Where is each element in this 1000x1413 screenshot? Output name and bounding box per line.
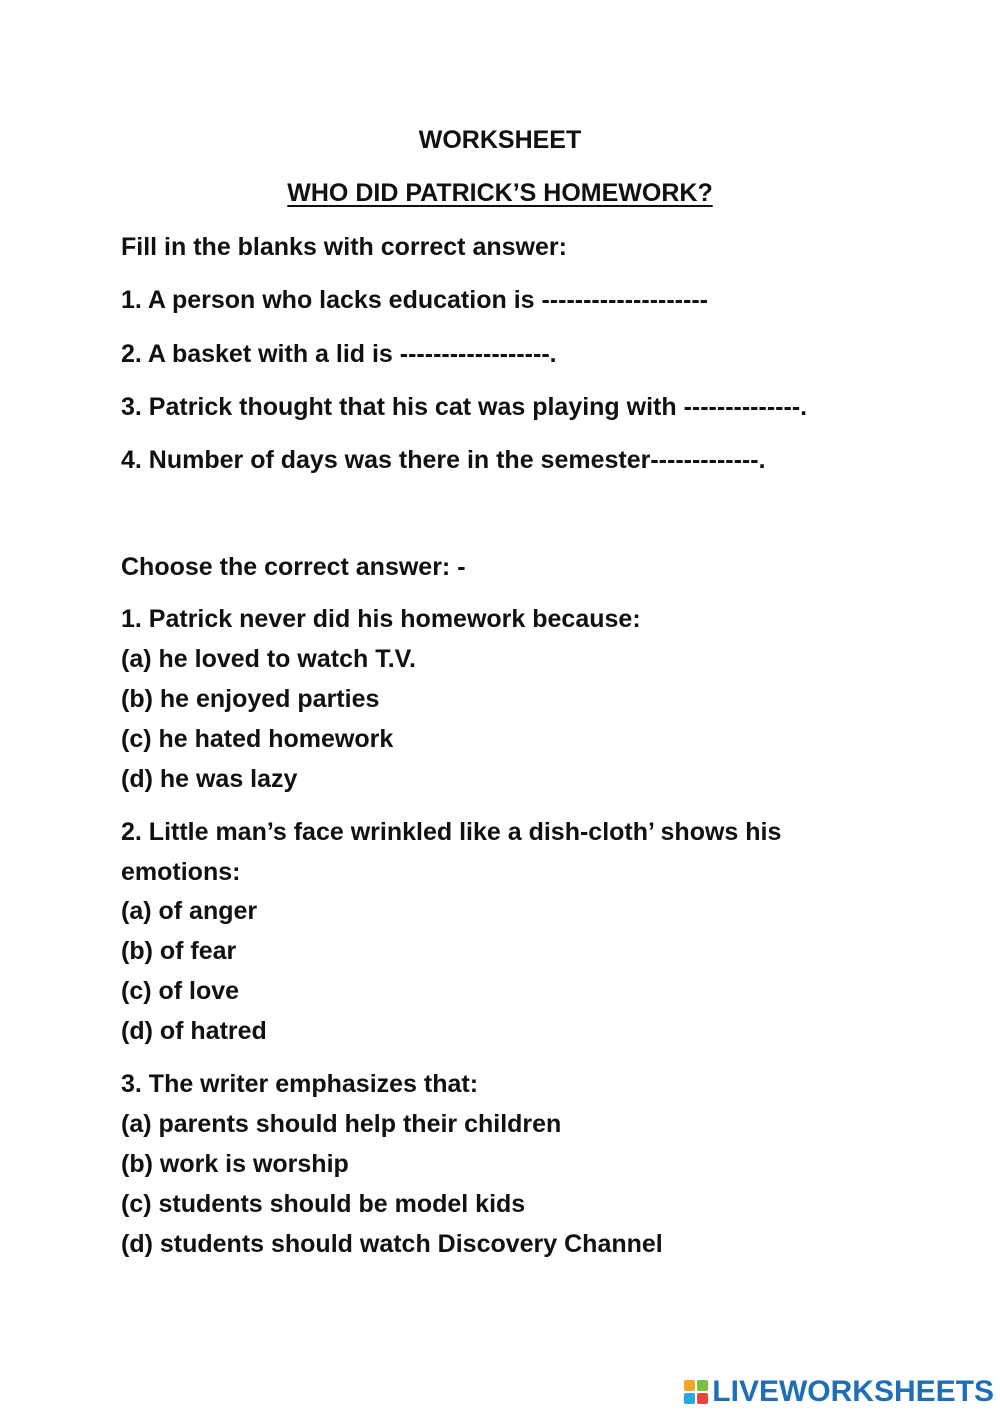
mcq-2-option-d: (d) of hatred xyxy=(121,1017,267,1045)
fill-blank-item-3: 3. Patrick thought that his cat was playing with --------------. xyxy=(121,393,808,421)
mcq-2-option-b: (b) of fear xyxy=(121,937,237,965)
liveworksheets-logo-icon xyxy=(684,1380,708,1404)
mcq-question-3: 3. The writer emphasizes that: xyxy=(121,1070,479,1098)
logo-square-1 xyxy=(684,1380,695,1391)
mcq-instruction: Choose the correct answer: - xyxy=(121,553,466,581)
mcq-2-option-c: (c) of love xyxy=(121,977,240,1005)
mcq-3-option-d: (d) students should watch Discovery Channel xyxy=(121,1230,663,1258)
mcq-1-option-a: (a) he loved to watch T.V. xyxy=(121,645,416,673)
liveworksheets-wordmark: LIVEWORKSHEETS xyxy=(712,1375,994,1408)
mcq-1-option-b: (b) he enjoyed parties xyxy=(121,685,380,713)
worksheet-title: WORKSHEET xyxy=(418,126,582,154)
story-title: WHO DID PATRICK’S HOMEWORK? xyxy=(287,179,713,207)
logo-square-2 xyxy=(697,1380,708,1391)
mcq-question-2: 2. Little man’s face wrinkled like a dish-cloth’ shows his xyxy=(121,818,782,846)
fill-blank-item-1: 1. A person who lacks education is -------------------- xyxy=(121,286,708,314)
logo-square-3 xyxy=(684,1393,695,1404)
mcq-3-option-a: (a) parents should help their children xyxy=(121,1110,562,1138)
logo-square-4 xyxy=(697,1393,708,1404)
mcq-3-option-b: (b) work is worship xyxy=(121,1150,349,1178)
fill-blanks-instruction: Fill in the blanks with correct answer: xyxy=(121,233,567,261)
mcq-2-option-a: (a) of anger xyxy=(121,897,258,925)
mcq-1-option-d: (d) he was lazy xyxy=(121,765,298,793)
mcq-3-option-c: (c) students should be model kids xyxy=(121,1190,526,1218)
liveworksheets-brand xyxy=(684,1377,994,1407)
mcq-1-option-c: (c) he hated homework xyxy=(121,725,394,753)
mcq-question-2-cont: emotions: xyxy=(121,858,241,886)
mcq-question-1: 1. Patrick never did his homework because: xyxy=(121,605,641,633)
fill-blank-item-2: 2. A basket with a lid is ------------------. xyxy=(121,340,557,368)
fill-blank-item-4: 4. Number of days was there in the semester-------------. xyxy=(121,446,766,474)
